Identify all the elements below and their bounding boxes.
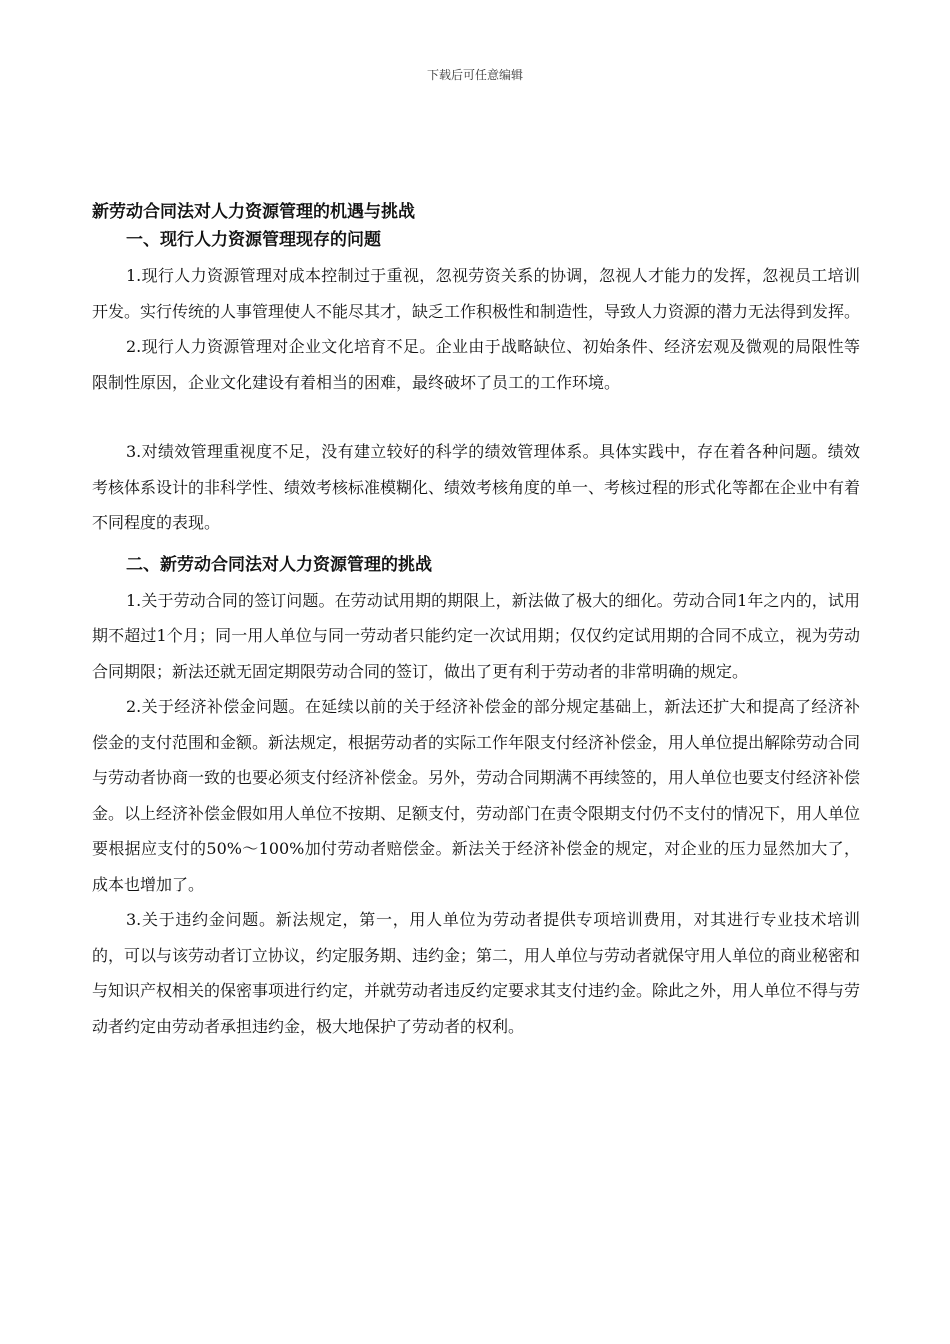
section-2-paragraph-1: 1.关于劳动合同的签订问题。在劳动试用期的期限上，新法做了极大的细化。劳动合同1年之内的，试用期不超过1个月；同一用人单位与同一劳动者只能约定一次试用期；仅仅约定试用期的合同不成立，视为劳动合同期限；新法还就无固定期限劳动合同的签订，做出了更有利于劳动者的非常明确的规定。 — [92, 590, 860, 681]
document-body — [92, 198, 860, 1044]
page-header: 下载后可任意编辑 — [426, 68, 523, 82]
section-heading-2: 二、新劳动合同法对人力资源管理的挑战 — [126, 554, 432, 575]
section-2-paragraph-3: 3.关于违约金问题。新法规定，第一，用人单位为劳动者提供专项培训费用，对其进行专业技术培训的，可以与该劳动者订立协议，约定服务期、违约金；第二，用人单位与劳动者就保守用人单位的商业秘密和与知识产权相关的保密事项进行约定，并就劳动者违反约定要求其支付违约金。除此之外，用人单位不得与劳动者约定由劳动者承担违约金，极大地保护了劳动者的权利。 — [92, 910, 861, 1036]
section-1-paragraph-2: 2.现行人力资源管理对企业文化培育不足。企业由于战略缺位、初始条件、经济宏观及微观的局限性等限制性原因，企业文化建设有着相当的困难，最终破坏了员工的工作环境。 — [92, 337, 860, 392]
document-title: 新劳动合同法对人力资源管理的机遇与挑战 — [92, 202, 415, 222]
section-1-paragraph-3: 3.对绩效管理重视度不足，没有建立较好的科学的绩效管理体系。具体实践中，存在着各种问题。绩效考核体系设计的非科学性、绩效考核标准模糊化、绩效考核角度的单一、考核过程的形式化等都在企业中有着不同程度的表现。 — [92, 442, 861, 532]
section-heading-1: 一、现行人力资源管理现存的问题 — [126, 230, 381, 250]
section-1-paragraph-1: 1.现行人力资源管理对成本控制过于重视，忽视劳资关系的协调，忽视人才能力的发挥，忽视员工培训开发。实行传统的人事管理使人不能尽其才，缺乏工作积极性和制造性，导致人力资源的潜力无法得到发挥。 — [92, 266, 861, 321]
section-2-paragraph-2: 2.关于经济补偿金问题。在延续以前的关于经济补偿金的部分规定基础上，新法还扩大和提高了经济补偿金的支付范围和金额。新法规定，根据劳动者的实际工作年限支付经济补偿金，用人单位提出解除劳动合同与劳动者协商一致的也要必须支付经济补偿金。另外，劳动合同期满不再续签的，用人单位也要支付经济补偿金。以上经济补偿金假如用人单位不按期、足额支付，劳动部门在责令限期支付仍不支付的情况下，用人单位要根据应支付的50%～100%加付劳动者赔偿金。新法关于经济补偿金的规定，对企业的压力显然加大了，成本也增加了。 — [92, 697, 861, 894]
